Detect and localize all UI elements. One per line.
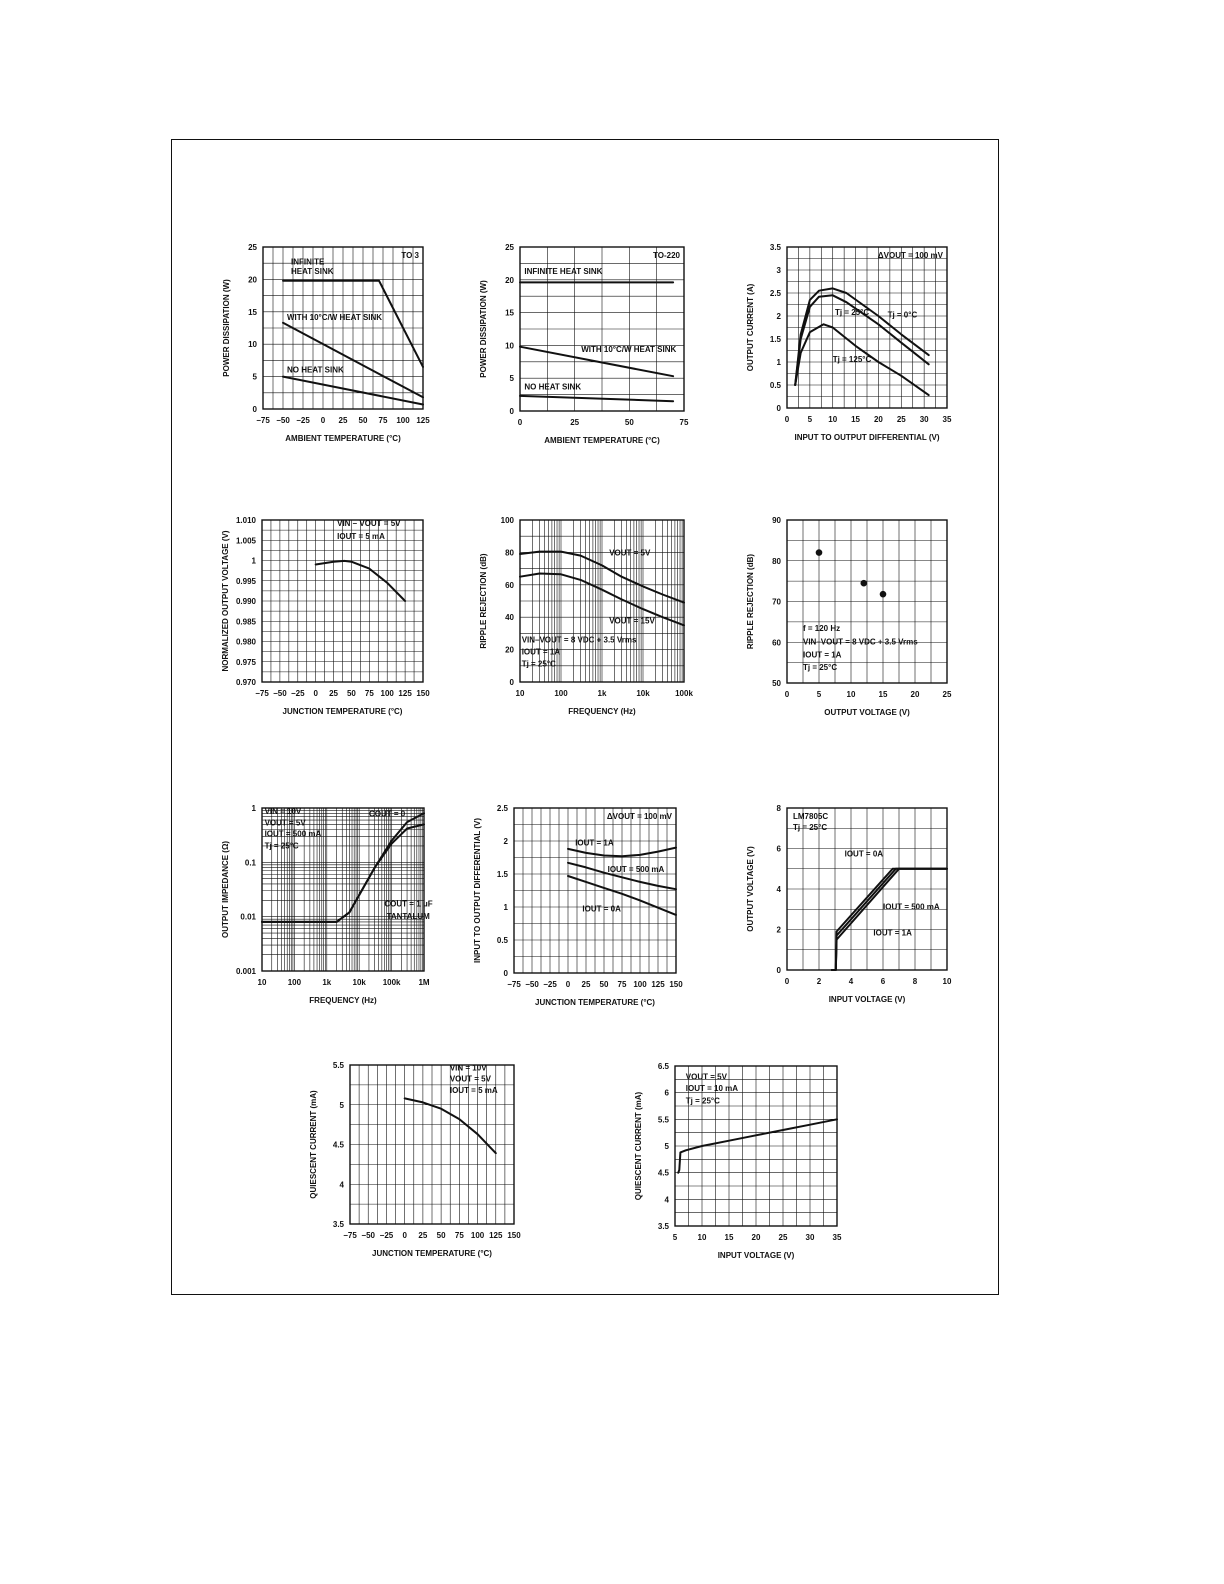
annotation-label: IOUT = 0A [844,849,884,859]
chart-ripple-rejection-vs-output-voltage [730,505,970,720]
x-tick-label: 20 [910,690,920,699]
x-axis-label: FREQUENCY (Hz) [309,996,377,1005]
grid-lines [787,247,947,408]
annotation-label: HEAT SINK [291,267,334,277]
annotation-label: IOUT = 10 mA [685,1084,739,1094]
annotation-label: WITH 10°C/W HEAT SINK [581,344,677,354]
chart-normalized-output-voltage [205,505,445,720]
y-tick-label: 0.1 [244,858,256,868]
chart-title: LM7805C [793,812,829,821]
y-tick-label: 20 [505,645,514,655]
x-tick-label: 25 [778,1233,788,1242]
x-tick-label: 100 [396,416,410,425]
x-tick-label: 0 [517,418,523,427]
annotation-label: NO HEAT SINK [524,382,582,392]
y-tick-label: 90 [772,516,781,525]
scatter-point [861,580,868,587]
x-axis-label: INPUT VOLTAGE (V) [828,995,906,1004]
x-tick-label: 35 [942,415,952,424]
x-tick-label: 5 [807,415,813,424]
x-tick-label: 8 [912,977,918,986]
grid-lines [520,520,684,682]
x-tick-label: 25 [338,416,348,425]
grid-lines [787,808,947,970]
y-tick-label: 3.5 [769,243,781,252]
y-tick-label: 4.5 [657,1168,669,1178]
y-tick-label: 0 [503,969,508,978]
y-tick-label: 0 [509,407,514,416]
annotation-label: f = 120 Hz [803,623,841,633]
y-axis-label: RIPPLE REJECTION (dB) [746,553,755,650]
x-tick-label: 100 [287,978,302,987]
x-tick-label: 10 [515,689,525,698]
x-tick-label: 100k [382,978,401,987]
x-tick-label: 2 [816,977,822,986]
grid-lines [514,808,676,973]
x-tick-label: 35 [832,1233,842,1242]
annotation-label: TANTALUM [386,912,430,922]
y-axis-label: NORMALIZED OUTPUT VOLTAGE (V) [221,530,230,672]
x-axis-label: FREQUENCY (Hz) [568,707,636,716]
y-axis-label: RIPPLE REJECTION (dB) [479,553,488,649]
x-tick-label: 1k [322,978,332,987]
x-tick-label: 15 [878,690,888,699]
chart-power-dissipation-to220 [465,235,705,450]
y-tick-label: 80 [505,548,514,558]
series-line-no-heat-sink [520,396,673,401]
x-tick-label: 1k [597,689,607,698]
chart-output-current-vs-differential [730,235,970,450]
y-tick-label: 60 [772,638,781,648]
y-tick-label: 15 [248,307,257,317]
x-tick-label: 150 [416,689,430,698]
x-tick-label: 100 [554,689,568,698]
x-tick-label: 125 [416,416,430,425]
annotation-label: IOUT = 1A [803,650,842,660]
x-tick-label: 50 [624,418,634,427]
y-tick-label: 1 [503,903,508,912]
annotation-label: Tj = 0°C [887,310,918,320]
chart-output-voltage-vs-input [730,795,970,1010]
x-tick-label: 10 [942,977,952,986]
x-tick-label: 125 [489,1231,503,1240]
annotation-label: IOUT = 500 mA [607,865,665,875]
x-tick-label: 10k [352,978,366,987]
x-axis-label: JUNCTION TEMPERATURE (°C) [535,998,655,1007]
y-tick-label: 4 [664,1195,669,1205]
x-tick-label: 5 [816,690,822,699]
series-line-iout-0a [832,869,947,970]
y-axis-label: POWER DISSIPATION (W) [222,279,231,377]
x-tick-label: 25 [329,689,339,698]
y-tick-label: 10 [505,341,514,351]
annotation-label: COUT = 1 μF [384,899,433,909]
y-tick-label: 50 [772,679,781,688]
series-line-iout-1a [832,869,947,970]
y-tick-label: 0 [252,405,257,414]
y-tick-label: 25 [505,243,514,252]
annotation-label: NO HEAT SINK [287,365,344,375]
x-tick-label: 1M [418,978,430,987]
annotation-label: IOUT = 1A [873,928,912,938]
annotation-label: INFINITE HEAT SINK [524,266,603,276]
annotations [803,624,918,672]
x-tick-label: 75 [617,980,627,989]
x-axis-label: JUNCTION TEMPERATURE (°C) [282,707,403,716]
annotation-label: VIN – VOUT = 5V [337,519,401,529]
y-tick-label: 0.995 [235,576,256,586]
y-tick-label: 0.985 [235,617,256,627]
y-tick-label: 1.010 [235,516,256,525]
y-tick-label: 1 [251,556,256,566]
x-tick-label: 125 [398,689,412,698]
y-tick-label: 1 [776,358,781,367]
x-tick-label: −75 [255,689,269,698]
y-tick-label: 2 [776,925,781,935]
annotations [287,257,382,374]
annotation-label: Tj = 25°C [685,1096,720,1106]
y-tick-label: 0 [776,966,781,975]
x-tick-label: 50 [436,1231,446,1240]
x-axis-label: AMBIENT TEMPERATURE (°C) [285,434,401,443]
y-tick-label: 0.990 [235,597,256,606]
annotation-label: Tj = 25°C [264,841,299,851]
x-tick-label: 4 [848,977,854,986]
y-tick-label: 1 [251,804,256,813]
annotation-label: VOUT = 5V [609,548,651,558]
annotation-label: VIN = 10V [264,806,302,816]
annotations [686,1072,738,1105]
y-tick-label: 0.5 [496,936,508,945]
y-tick-label: 2.5 [769,289,781,298]
y-axis-label: OUTPUT IMPEDANCE (Ω) [221,840,230,939]
y-tick-label: 8 [776,804,781,813]
annotation-label: VOUT = 5V [685,1072,727,1082]
y-tick-label: 5 [664,1142,669,1151]
x-tick-label: 25 [896,415,906,424]
y-tick-label: 0 [509,678,514,687]
annotation-label: VIN = 10V [449,1063,487,1073]
y-tick-label: 1.005 [235,536,256,546]
annotations [845,850,940,938]
y-tick-label: 0.970 [235,678,256,687]
x-tick-label: −50 [361,1231,376,1240]
y-tick-label: 3 [776,266,781,275]
x-axis-label: AMBIENT TEMPERATURE (°C) [544,436,660,445]
annotation-label: Tj = 125°C [832,355,872,364]
chart-ripple-rejection-vs-frequency [465,505,705,720]
annotation-label: IOUT = 5 mA [449,1085,498,1095]
x-tick-label: 0 [784,690,790,699]
x-axis-label: INPUT VOLTAGE (V) [717,1251,795,1260]
y-tick-label: 5.5 [332,1061,344,1070]
y-tick-label: 80 [772,556,781,566]
annotation-label: VOUT = 5V [264,818,306,828]
chart-quiescent-current-vs-temp [295,1052,535,1267]
y-tick-label: 6.5 [657,1062,669,1071]
chart-title: ΔVOUT = 100 mV [877,251,943,260]
x-tick-label: 75 [364,689,374,698]
chart-title: TO 3 [401,251,419,260]
annotation-label: IOUT = 0A [582,904,621,914]
annotation-label: COUT = 0 [368,809,406,819]
x-tick-label: 0 [784,977,790,986]
annotation-label: VIN–VOUT = 8 VDC + 3.5 Vrms [521,635,637,645]
x-tick-label: 20 [873,415,883,424]
x-tick-label: 0 [565,980,571,989]
y-tick-label: 40 [505,613,514,623]
x-tick-label: 50 [346,689,356,698]
y-tick-label: 1.5 [496,870,508,879]
annotations [522,549,656,669]
annotations [450,1064,498,1095]
x-tick-label: −25 [290,689,305,698]
x-tick-label: 0 [402,1231,407,1240]
x-tick-label: −50 [276,416,290,425]
y-tick-label: 3.5 [332,1220,344,1229]
annotation-label: Tj = 25°C [803,662,838,672]
x-tick-label: 100 [380,689,394,698]
chart-dropout-vs-junction-temp [465,795,705,1010]
y-tick-label: 4.5 [332,1140,344,1150]
x-tick-label: 25 [418,1231,428,1240]
x-tick-label: 10 [257,978,267,987]
y-tick-label: 2 [776,312,781,321]
x-tick-label: 150 [507,1231,521,1240]
x-tick-label: 10 [697,1233,707,1242]
y-tick-label: 4 [776,885,781,894]
chart-title: TO-220 [653,251,680,260]
annotation-label: Tj = 25°C [521,659,556,669]
y-tick-label: 5 [252,372,257,382]
scatter-point [880,591,887,598]
x-axis-label: OUTPUT VOLTAGE (V) [824,708,910,717]
x-axis-label: JUNCTION TEMPERATURE (°C) [372,1249,492,1258]
x-tick-label: −25 [543,980,557,989]
y-axis-label: INPUT TO OUTPUT DIFFERENTIAL (V) [473,817,482,964]
chart-output-impedance [205,795,445,1010]
y-axis-label: POWER DISSIPATION (W) [479,280,488,378]
y-tick-label: 6 [664,1088,669,1098]
series-line-iout-500-ma [832,869,947,970]
y-tick-label: 1.5 [769,335,781,344]
x-tick-label: 50 [599,980,609,989]
x-tick-label: 15 [851,415,861,424]
y-tick-label: 20 [248,275,257,285]
x-tick-label: 100 [470,1231,485,1240]
y-tick-label: 25 [248,243,257,252]
y-tick-label: 5 [509,374,514,384]
x-tick-label: 0 [313,689,318,698]
y-tick-label: 6 [776,844,781,854]
y-axis-label: QUIESCENT CURRENT (mA) [309,1090,318,1199]
x-tick-label: −50 [525,980,539,989]
x-tick-label: −75 [256,416,270,425]
x-tick-label: 125 [651,980,665,989]
x-tick-label: 50 [358,416,368,425]
y-tick-label: 2.5 [496,804,508,813]
x-tick-label: 150 [669,980,683,989]
x-tick-label: 0 [320,416,326,425]
y-tick-label: 0.5 [769,381,781,390]
chart-subtitle: Tj = 25°C [793,823,828,832]
y-axis-label: OUTPUT CURRENT (A) [746,283,755,372]
chart-title: ΔVOUT = 100 mV [606,812,672,821]
x-tick-label: −25 [296,416,310,425]
y-tick-label: 0.980 [235,637,256,647]
annotation-label: IOUT = 1A [575,838,614,848]
y-tick-label: 3.5 [657,1222,669,1231]
y-tick-label: 2 [503,837,508,846]
x-axis-label: INPUT TO OUTPUT DIFFERENTIAL (V) [794,433,940,442]
x-tick-label: 5 [672,1233,678,1242]
y-tick-label: 0.001 [235,967,256,976]
y-tick-label: 0 [776,404,781,413]
x-tick-label: 0 [784,415,790,424]
x-tick-label: 25 [942,690,952,699]
y-tick-label: 20 [505,275,514,285]
x-tick-label: −75 [343,1231,357,1240]
x-tick-label: 30 [805,1233,815,1242]
x-tick-label: 100k [675,689,693,698]
annotation-label: VIN–VOUT = 8 VDC + 3.5 Vrms [803,637,918,647]
x-tick-label: −25 [379,1231,394,1240]
annotations [265,807,433,921]
x-tick-label: 25 [581,980,591,989]
y-axis-label: QUIESCENT CURRENT (mA) [634,1091,643,1201]
x-tick-label: 6 [880,977,886,986]
y-tick-label: 0.01 [240,912,256,922]
chart-power-dissipation-to3 [205,235,445,450]
series-line-tj-0-c [795,288,929,385]
x-tick-label: 25 [570,418,580,427]
x-tick-label: 75 [378,416,388,425]
x-tick-label: 10 [828,415,838,424]
y-tick-label: 4 [339,1180,344,1190]
y-tick-label: 70 [772,597,781,607]
x-tick-label: 30 [919,415,929,424]
x-tick-label: 20 [751,1233,761,1242]
x-tick-label: 100 [633,980,647,989]
x-tick-label: −50 [273,689,287,698]
annotation-label: INFINITE [291,257,325,267]
annotation-label: IOUT = 500 mA [883,902,940,912]
x-tick-label: 15 [724,1233,734,1242]
x-tick-label: 10 [846,690,856,699]
annotation-label: WITH 10°C/W HEAT SINK [287,313,383,323]
y-tick-label: 5.5 [657,1115,669,1125]
scatter-point [816,549,823,556]
annotation-label: Tj = 25°C [835,308,870,318]
y-tick-label: 100 [500,516,514,525]
x-tick-label: −75 [507,980,521,989]
annotation-label: IOUT = 5 mA [337,532,385,542]
chart-quiescent-current-vs-input [620,1052,860,1267]
annotation-label: IOUT = 500 mA [264,829,322,839]
x-tick-label: 75 [454,1231,464,1240]
x-tick-label: 10k [636,689,650,698]
annotation-label: IOUT = 1A [521,647,561,657]
y-tick-label: 0.975 [235,657,256,667]
grid-lines [262,520,423,682]
annotation-label: VOUT = 5V [449,1074,491,1084]
annotation-label: VOUT = 15V [609,616,655,626]
y-axis-label: OUTPUT VOLTAGE (V) [746,846,755,932]
y-tick-label: 10 [248,340,257,350]
x-tick-label: 75 [679,418,689,427]
y-tick-label: 15 [505,308,514,318]
y-tick-label: 60 [505,580,514,590]
y-tick-label: 5 [339,1100,344,1110]
